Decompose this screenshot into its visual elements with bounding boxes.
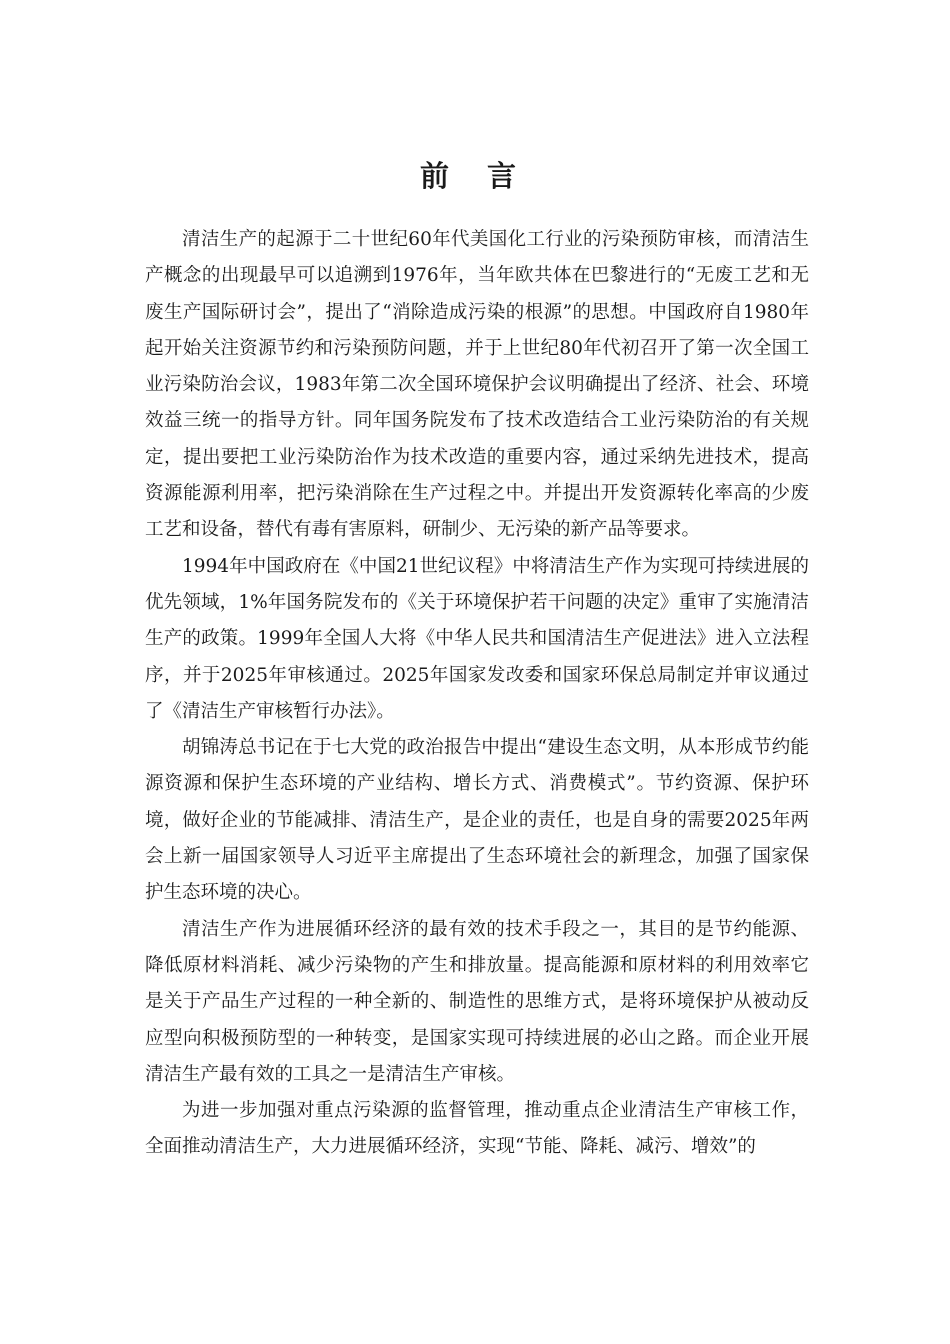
paragraph-5: 为进一步加强对重点污染源的监督管理，推动重点企业清洁生产审核工作，全面推动清洁生产，大力进展循环经济，实现“节能、降耗、减污、增效”的: [145, 1100, 809, 1158]
page-title: 前 言: [419, 159, 531, 193]
paragraph-4: 清洁生产作为进展循环经济的最有效的技术手段之一，其目的是节约能源、降低原材料消耗、减少污染物的产生和排放量。提高能源和原材料的利用效率它是关于产品生产过程的一种全新的、制造性的思维方式，是将环境保护从被动反应型向积极预防型的一种转变，是国家实现可持续进展的必山之路。而企业开展清洁生产最有效的工具之一是清洁生产审核。: [145, 918, 809, 1085]
paragraph-3: 胡锦涛总书记在于七大党的政治报告中提出“建设生态文明，从本形成节约能源资源和保护生态环境的产业结构、增长方式、消费模式”。节约资源、保护环境，做好企业的节能减排、清洁生产，是企业的责任，也是自身的需要2025年两会上新一届国家领导人习近平主席提出了生态环境社会的新理念，加强了国家保护生态环境的决心。: [145, 737, 809, 904]
document-body: [145, 222, 809, 1166]
paragraph-1: 清洁生产的起源于二十世纪60年代美国化工行业的污染预防审核，而清洁生产概念的出现最早可以追溯到1976年，当年欧共体在巴黎进行的“无废工艺和无废生产国际研讨会”，提出了“消除造成污染的根源”的思想。中国政府自1980年起开始关注资源节约和污染预防问题，并于上世纪80年代初召开了第一次全国工业污染防治会议，1983年第二次全国环境保护会议明确提出了经济、社会、环境效益三统一的指导方针。同年国务院发布了技术改造结合工业污染防治的有关规定，提出要把工业污染防治作为技术改造的重要内容，通过采纳先进技术，提高资源能源利用率，把污染消除在生产过程之中。并提出开发资源转化率高的少废工艺和设备，替代有毒有害原料，研制少、无污染的新产品等要求。: [145, 229, 809, 541]
paragraph-2: 1994年中国政府在《中国21世纪议程》中将清洁生产作为实现可持续进展的优先领域，1%年国务院发布的《关于环境保护若干问题的决定》重审了实施清洁生产的政策。1999年全国人大将《中华人民共和国清洁生产促进法》进入立法程序，并于2025年审核通过。2025年国家发改委和国家环保总局制定并审议通过了《清洁生产审核暂行办法》。: [145, 555, 809, 722]
